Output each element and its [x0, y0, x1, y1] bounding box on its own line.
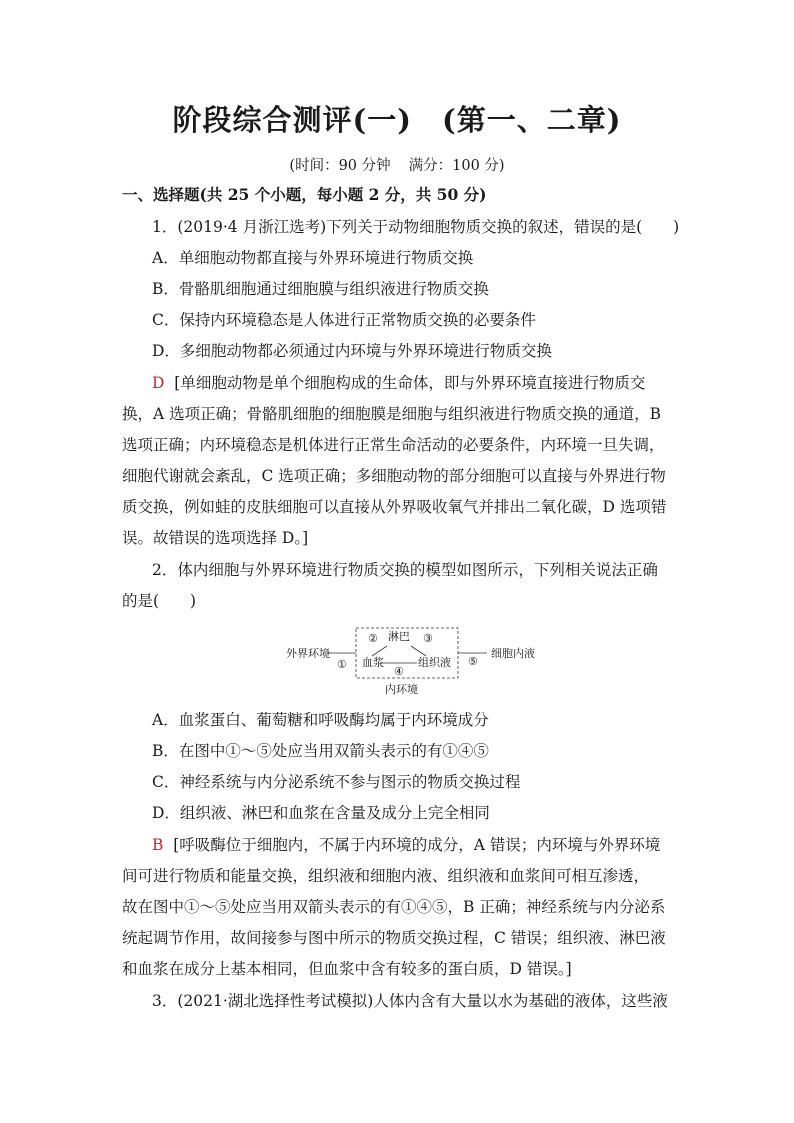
q2-explanation-line-4: 统起调节作用，故间接参与图中所示的物质交换过程，C 错误；组织液、淋巴液: [122, 929, 666, 947]
label-plasma: 血浆: [362, 656, 384, 669]
title-chapter: (第一、二章): [442, 103, 622, 137]
circle-4: ④: [394, 665, 404, 678]
label-tissue-fluid: 组织液: [418, 656, 451, 669]
circle-1: ①: [337, 658, 347, 671]
page-title: [0, 98, 794, 139]
label-intracellular-fluid: 细胞内液: [491, 647, 535, 660]
label-internal-environment: 内环境: [385, 683, 418, 696]
q1-explanation-line-1: [单细胞动物是单个细胞构成的生命体，即与外界环境直接进行物质交: [174, 374, 646, 392]
label-lymph: 淋巴: [388, 630, 410, 643]
q3-stem: 3．(2021·湖北选择性考试模拟)人体内含有大量以水为基础的液体，这些液: [152, 992, 668, 1010]
q1-stem: 1．(2019·4 月浙江选考)下列关于动物细胞物质交换的叙述，错误的是( ): [152, 218, 680, 236]
q2-option-a: A．血浆蛋白、葡萄糖和呼吸酶均属于内环境成分: [152, 711, 489, 729]
score-info: 满分：100 分): [408, 158, 505, 174]
circle-3: ③: [423, 632, 433, 645]
title-main: 阶段综合测评(一): [172, 103, 412, 137]
q2-option-b: B．在图中①～⑤处应当用双箭头表示的有①④⑤: [152, 742, 489, 760]
exam-info: [0, 154, 794, 175]
circle-5: ⑤: [468, 655, 478, 668]
section-heading: 一、选择题(共 25 个小题，每小题 2 分，共 50 分): [122, 185, 487, 204]
q1-explanation-line-4: 细胞代谢就会紊乱，C 选项正确；多细胞动物的部分细胞可以直接与外界进行物: [122, 467, 666, 485]
q1-explanation-line-5: 质交换，例如蛙的皮肤细胞可以直接从外界吸收氧气并排出二氧化碳，D 选项错: [122, 498, 667, 516]
q1-explanation-line-3: 选项正确；内环境稳态是机体进行正常生命活动的必要条件，内环境一旦失调，: [122, 436, 665, 454]
q2-answer-first-line: [152, 835, 682, 855]
q2-stem-line-1: 2．体内细胞与外界环境进行物质交换的模型如图所示，下列相关说法正确: [152, 561, 658, 579]
q1-explanation-line-2: 换，A 选项正确；骨骼肌细胞的细胞膜是细胞与组织液进行物质交换的通道，B: [122, 405, 662, 423]
q1-explanation-line-6: 误。故错误的选项选择 D。]: [122, 529, 309, 547]
q1-option-c: C．保持内环境稳态是人体进行正常物质交换的必要条件: [152, 311, 536, 329]
q2-option-c: C．神经系统与内分泌系统不参与图示的物质交换过程: [152, 773, 521, 791]
q2-explanation-line-2: 间可进行物质和能量交换，组织液和细胞内液、组织液和血浆间可相互渗透，: [122, 867, 650, 885]
q1-option-b: B．骨骼肌细胞通过细胞膜与组织液进行物质交换: [152, 280, 489, 298]
circle-2: ②: [368, 632, 378, 645]
q2-explanation-line-5: 和血浆在成分上基本相同，但血浆中含有较多的蛋白质，D 错误。]: [122, 960, 572, 978]
q2-stem-line-2: 的是( ): [122, 592, 197, 610]
q2-explanation-line-3: 故在图中①～⑤处应当用双箭头表示的有①④⑤，B 正确；神经系统与内分泌系: [122, 898, 666, 916]
q1-answer-key: D: [152, 374, 165, 392]
q1-option-d: D．多细胞动物都必须通过内环境与外界环境进行物质交换: [152, 342, 552, 360]
q2-explanation-line-1: [呼吸酶位于细胞内，不属于内环境的成分，A 错误；内环境与外界环境: [173, 836, 661, 854]
q2-option-d: D．组织液、淋巴和血浆在含量及成分上完全相同: [152, 804, 490, 822]
label-outside-environment: 外界环境: [286, 647, 330, 660]
q1-option-a: A．单细胞动物都直接与外界环境进行物质交换: [152, 249, 474, 267]
q1-answer-first-line: [152, 373, 682, 393]
q2-answer-key: B: [152, 836, 164, 854]
time-info: (时间：90 分钟: [289, 158, 391, 174]
exchange-diagram: [280, 626, 540, 702]
